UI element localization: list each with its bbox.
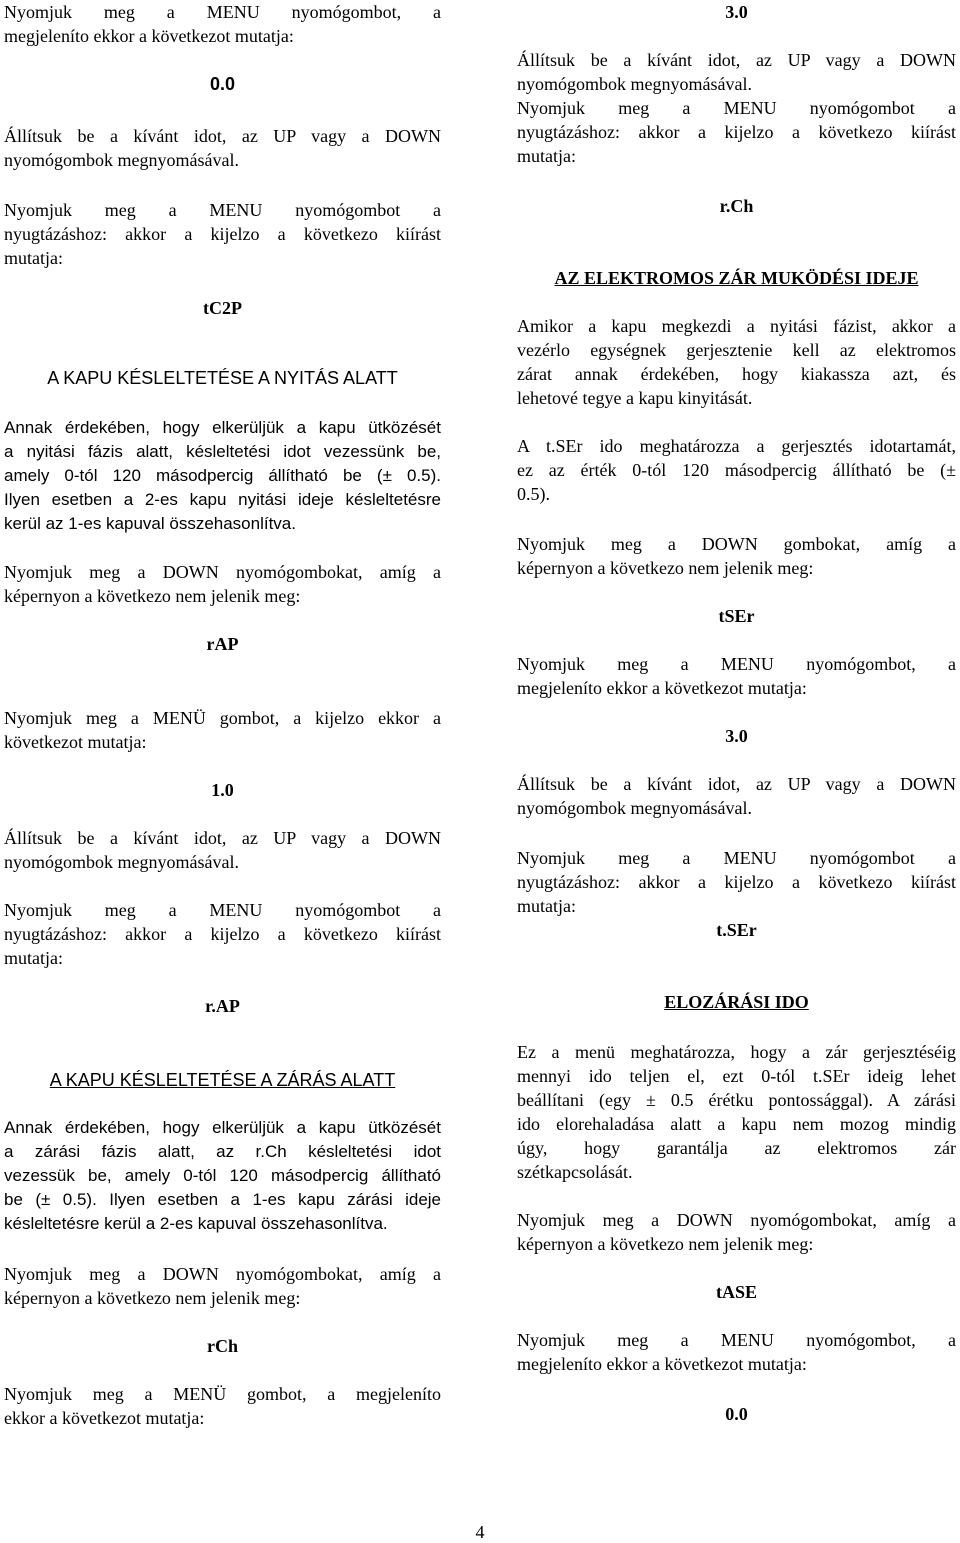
display-code: r.AP: [205, 996, 240, 1016]
display-code: 1.0: [211, 780, 234, 800]
paragraph: Nyomjuk meg a DOWN nyomógombokat, amíg a képernyon a következo nem jelenik meg:: [4, 1264, 441, 1308]
section-heading: AZ ELEKTROMOS ZÁR MUKÖDÉSI IDEJE: [554, 268, 919, 288]
paragraph: Nyomjuk meg a MENU nyomógombot, a megjeleníto ekkor a következot mutatja:: [4, 2, 441, 46]
paragraph: Nyomjuk meg a MENU nyomógombot a nyugtázáshoz: akkor a kijelzo a következo kiírást mutatja:: [517, 848, 956, 916]
paragraph: Nyomjuk meg a DOWN nyomógombokat, amíg a képernyon a következo nem jelenik meg:: [517, 1210, 956, 1254]
display-code: 0.0: [725, 1404, 748, 1424]
section-heading: A KAPU KÉSLELTETÉSE A ZÁRÁS ALATT: [49, 1070, 396, 1090]
display-code: 0.0: [209, 74, 236, 94]
display-code: rCh: [207, 1336, 238, 1356]
paragraph: Nyomjuk meg a MENU nyomógombot a nyugtázáshoz: akkor a kijelzo a következo kiírást mutatja:: [4, 200, 441, 268]
paragraph: Nyomjuk meg a MENU nyomógombot, a megjeleníto ekkor a következot mutatja:: [517, 1330, 956, 1374]
section-heading: A KAPU KÉSLELTETÉSE A NYITÁS ALATT: [47, 368, 398, 388]
paragraph: Állítsuk be a kívánt idot, az UP vagy a DOWN nyomógombok megnyomásával.: [4, 126, 441, 170]
paragraph: Nyomjuk meg a MENÜ gombot, a megjeleníto ekkor a következot mutatja:: [4, 1384, 441, 1428]
section-heading: ELOZÁRÁSI IDO: [664, 992, 809, 1012]
paragraph: Nyomjuk meg a DOWN gombokat, amíg a képernyon a következo nem jelenik meg:: [517, 534, 956, 578]
paragraph: A t.SEr ido meghatározza a gerjesztés idotartamát, ez az érték 0-tól 120 másodpercig állítható be (± 0.5).: [517, 436, 956, 504]
paragraph: Állítsuk be a kívánt idot, az UP vagy a DOWN nyomógombok megnyomásával. Nyomjuk meg a MENU nyomógombot a nyugtázáshoz: akkor a kijelzo a következo kiírást mutatja:: [517, 50, 956, 166]
paragraph: Annak érdekében, hogy elkerüljük a kapu ütközését a nyitási fázis alatt, késleltetési idot vezessünk be, amely 0-tól 120 másodpercig állítható be (± 0.5). Ilyen esetben a 2-es kapu nyitási ideje késleltetésre kerül az 1-es kapuval összehasonlítva.: [4, 418, 441, 533]
paragraph: Nyomjuk meg a MENU nyomógombot, a megjeleníto ekkor a következot mutatja:: [517, 654, 956, 698]
page-number: 4: [475, 1522, 485, 1542]
paragraph: Annak érdekében, hogy elkerüljük a kapu ütközését a zárási fázis alatt, az r.Ch késleltetési idot vezessük be, amely 0-tól 120 másodpercig állítható be (± 0.5). Ilyen esetben a 1-es kapu zárási ideje késleltetésre kerül a 2-es kapuval összehasonlítva.: [4, 1118, 441, 1233]
paragraph: Ez a menü meghatározza, hogy a zár gerjesztéséig mennyi ido teljen el, ezt 0-tól t.SEr ideig lehet beállítani (egy ± 0.5 érétku pontossággal). A zárási ido elorehaladása alatt a kapu nem mozog mindig úgy, hogy garantálja az elektromos zár szétkapcsolását.: [517, 1042, 956, 1182]
display-code: 3.0: [725, 2, 748, 22]
display-code: rAP: [206, 634, 239, 654]
display-code: r.Ch: [719, 196, 754, 216]
paragraph: Nyomjuk meg a MENU nyomógombot a nyugtázáshoz: akkor a kijelzo a következo kiírást mutatja:: [4, 900, 441, 968]
paragraph: Állítsuk be a kívánt idot, az UP vagy a DOWN nyomógombok megnyomásával.: [517, 774, 956, 818]
display-code: tASE: [715, 1282, 757, 1302]
paragraph: Állítsuk be a kívánt idot, az UP vagy a DOWN nyomógombok megnyomásával.: [4, 828, 441, 872]
display-code: tSEr: [718, 606, 755, 626]
display-code: tC2P: [203, 298, 242, 318]
paragraph: Nyomjuk meg a MENÜ gombot, a kijelzo ekkor a következot mutatja:: [4, 708, 441, 752]
display-code: t.SEr: [716, 920, 757, 940]
display-code: 3.0: [725, 726, 748, 746]
paragraph: Amikor a kapu megkezdi a nyitási fázist, akkor a vezérlo egységnek gerjesztenie kell az elektromos zárat annak érdekében, hogy kiakassza azt, és lehetové tegye a kapu kinyitását.: [517, 316, 956, 408]
paragraph: Nyomjuk meg a DOWN nyomógombokat, amíg a képernyon a következo nem jelenik meg:: [4, 562, 441, 606]
